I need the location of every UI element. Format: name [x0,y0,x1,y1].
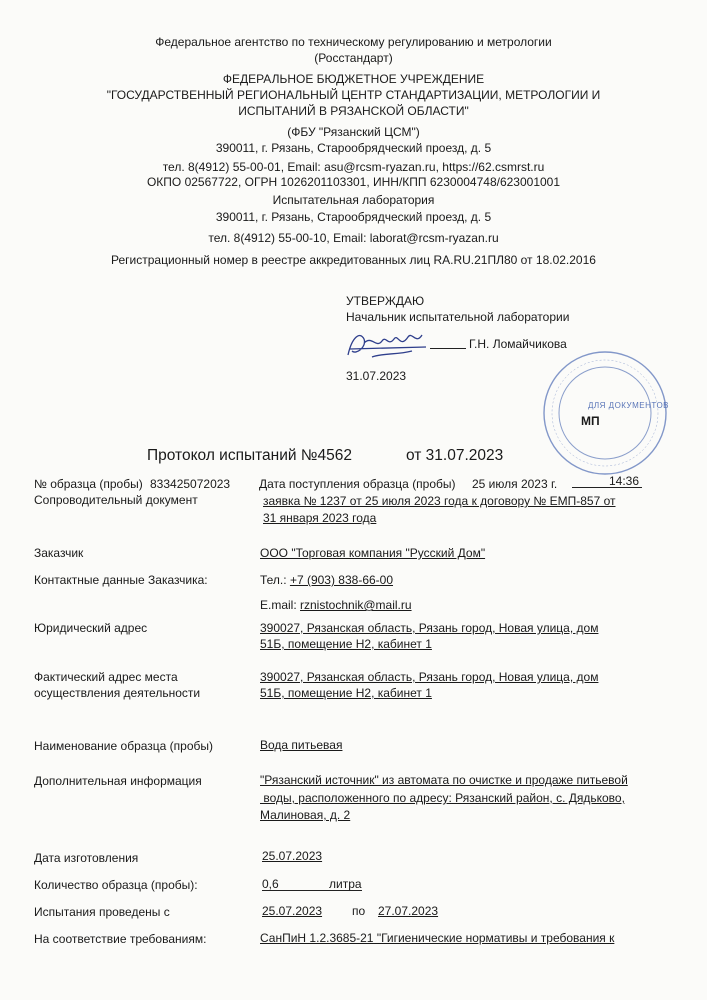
additional-info-line-2: воды, расположенного по адресу: Рязанский район, с. Дядьково, [260,791,625,805]
approve-label: УТВЕРЖДАЮ [346,294,425,308]
approver-name: Г.Н. Ломайчикова [469,337,567,351]
sample-name: Вода питьевая [260,738,343,752]
quantity-unit: литра [329,877,362,891]
actual-address-label-1: Фактический адрес места [34,670,178,684]
additional-info-line-3: Малиновая, д. 2 [260,808,351,822]
stamp-seal-icon [540,348,670,478]
accompanying-doc-line-2: 31 января 2023 года [263,511,377,525]
legal-address-line-1: 390027, Рязанская область, Рязань город, Новая улица, дом [260,621,599,635]
actual-address-line-1: 390027, Рязанская область, Рязань город, Новая улица, дом [260,670,599,684]
stamp-mp-label: МП [581,414,600,428]
compliance-label: На соответствие требованиям: [34,932,207,946]
received-label: Дата поступления образца (пробы) [259,477,456,491]
phone-row [260,573,393,588]
tested-to-label: по [352,904,366,918]
org-name-line-2: ИСПЫТАНИЙ В РЯЗАНСКОЙ ОБЛАСТИ" [238,104,469,118]
org-name-line-1: "ГОСУДАРСТВЕННЫЙ РЕГИОНАЛЬНЫЙ ЦЕНТР СТАНДАРТИЗАЦИИ, МЕТРОЛОГИИ И [106,88,601,102]
contacts-label: Контактные данные Заказчика: [34,573,208,587]
tested-from-date: 25.07.2023 [262,904,323,918]
agency-short: (Росстандарт) [314,51,393,65]
lab-contacts: тел. 8(4912) 55-00-10, Email: laborat@rcsm-ryazan.ru [208,231,499,245]
tested-to-date: 27.07.2023 [378,904,439,918]
org-short: (ФБУ "Рязанский ЦСМ") [287,125,420,139]
made-date-label: Дата изготовления [34,851,139,865]
email-row [260,598,412,613]
org-address: 390011, г. Рязань, Старообрядческий проезд, д. 5 [215,141,492,155]
actual-address-line-2: 51Б, помещение Н2, кабинет 1 [260,686,432,700]
tested-from-label: Испытания проведены с [34,905,170,919]
sample-name-label: Наименование образца (пробы) [34,739,213,753]
customer-label: Заказчик [34,546,84,560]
protocol-date: от 31.07.2023 [406,447,504,464]
signature-icon [342,325,432,365]
approval-date: 31.07.2023 [346,369,407,383]
sample-number: 833425072023 [150,477,231,491]
sample-number-label: № образца (пробы) [34,477,143,491]
quantity-value: 0,6 [262,877,279,891]
phone-prefix: Тел.: [260,573,290,587]
additional-info-line-1: "Рязанский источник" из автомата по очистке и продаже питьевой [260,773,628,787]
org-contacts: тел. 8(4912) 55-00-01, Email: asu@rcsm-ryazan.ru, https://62.csmrst.ru [162,160,545,174]
protocol-title: Протокол испытаний №4562 [147,447,352,464]
compliance-requirements: СанПиН 1.2.3685-21 "Гигиенические нормативы и требования к [260,931,615,945]
accompanying-doc-label: Сопроводительный документ [34,493,198,507]
email-link[interactable]: rznistochnik@mail.ru [300,598,412,612]
received-date: 25 июля 2023 г. [472,477,558,491]
org-type: ФЕДЕРАЛЬНОЕ БЮДЖЕТНОЕ УЧРЕЖДЕНИЕ [222,72,485,86]
agency-name: Федеральное агентство по техническому регулированию и метрологии [155,35,552,49]
actual-address-label-2: осуществления деятельности [34,686,201,700]
email-prefix: E.mail: [260,598,301,612]
registry-number: Регистрационный номер в реестре аккредитованных лиц RA.RU.21ПЛ80 от 18.02.2016 [111,253,596,267]
phone-number[interactable]: +7 (903) 838-66-00 [289,573,394,587]
made-date: 25.07.2023 [262,849,323,863]
org-codes: ОКПО 02567722, ОГРН 1026201103301, ИНН/КПП 6230004748/623001001 [146,175,561,189]
additional-info-label: Дополнительная информация [34,774,202,788]
legal-address-line-2: 51Б, помещение Н2, кабинет 1 [260,637,432,651]
lab-name: Испытательная лаборатория [272,193,435,207]
accompanying-doc-line-1: заявка № 1237 от 25 июля 2023 года к договору № ЕМП-857 от [263,494,616,508]
customer-name: ООО "Торговая компания "Русский Дом" [260,546,486,560]
approver-position: Начальник испытательной лаборатории [346,310,570,324]
lab-address: 390011, г. Рязань, Старообрядческий проезд, д. 5 [215,210,492,224]
quantity-label: Количество образца (пробы): [34,878,198,892]
signature-line [430,348,466,349]
received-time: 14:36 [609,474,640,488]
received-time-line [572,487,642,488]
stamp-text: ДЛЯ ДОКУМЕНТОВ [588,401,670,410]
legal-address-label: Юридический адрес [34,621,148,635]
